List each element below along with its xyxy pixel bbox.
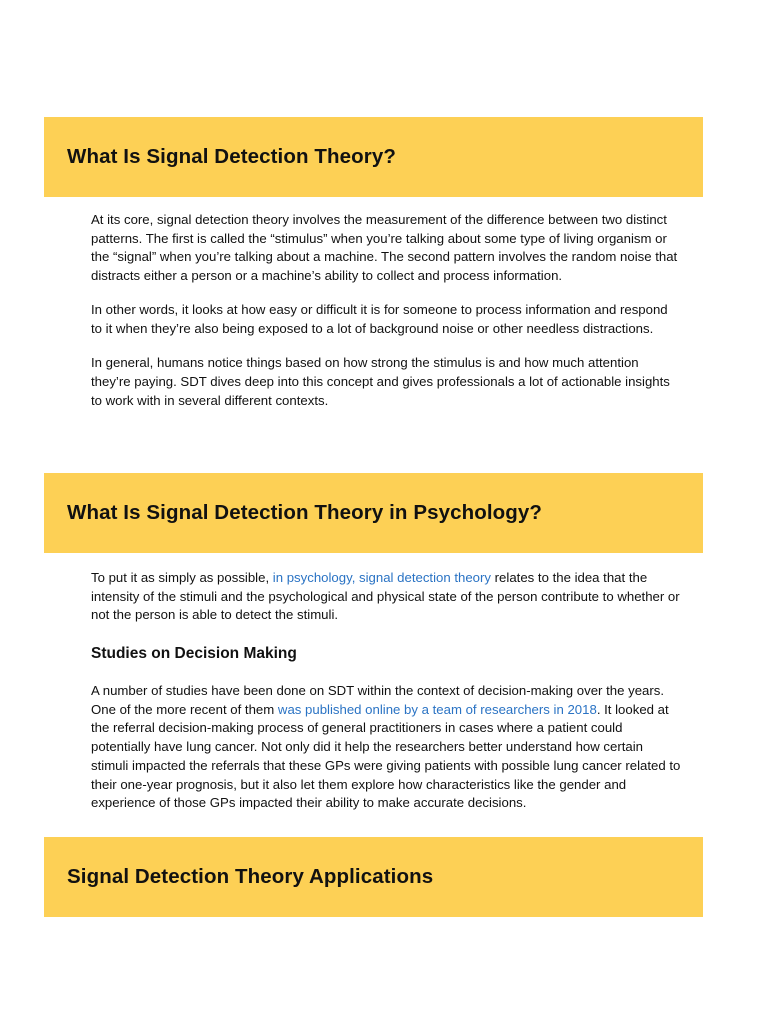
section-banner-sdt-applications [44,837,703,917]
paragraph-text: To put it as simply as possible, [91,570,273,585]
psychology-sdt-link[interactable]: in psychology, signal detection theory [272,570,491,585]
section-heading: Signal Detection Theory Applications [67,865,434,888]
section-body-what-is-sdt [91,211,681,410]
section-body-studies [91,682,681,813]
paragraph-text: . It looked at the referral decision-making process of general practitioners in cases where a patient could potentially have lung cancer. Not only did it help the researchers better understand how certain stimuli impacted the referrals that these GPs were giving patients with possible lung cancer related to their one-year prognosis, but it also let them explore how characteristics like the gender and experience of those GPs impacted their ability to make accurate decisions. [91,701,681,811]
research-2018-link[interactable]: was published online by a team of researchers in 2018 [277,701,597,717]
paragraph: In other words, it looks at how easy or difficult it is for someone to process information and respond to it when they’re also being exposed to a lot of background noise or other needless distractions. [91,302,668,337]
subheading-studies: Studies on Decision Making [91,645,297,662]
section-body-sdt-psychology [91,569,681,625]
section-banner-what-is-sdt [44,117,703,197]
section-heading: What Is Signal Detection Theory? [67,145,396,168]
paragraph [91,682,681,813]
paragraph: In general, humans notice things based on how strong the stimulus is and how much attention they’re paying. SDT dives deep into this concept and gives professionals a lot of actionable insights to work with in several different contexts. [91,355,670,408]
paragraph [91,569,681,625]
paragraph-text: A number of studies have been done on SDT within the context of decision-making over the years. One of the more recent of them [91,683,665,717]
paragraph-text: relates to the idea that the intensity of the stimuli and the psychological and physical state of the person contribute to whether or not the person is able to detect the stimuli. [91,570,680,623]
section-heading: What Is Signal Detection Theory in Psychology? [67,501,543,524]
paragraph: At its core, signal detection theory involves the measurement of the difference between two distinct patterns. The first is called the “stimulus” when you’re talking about some type of living organism or the “signal” when you’re talking about a machine. The second pattern involves the random noise that distracts either a person or a machine’s ability to collect and process information. [91,212,678,284]
section-banner-sdt-psychology [44,473,703,553]
